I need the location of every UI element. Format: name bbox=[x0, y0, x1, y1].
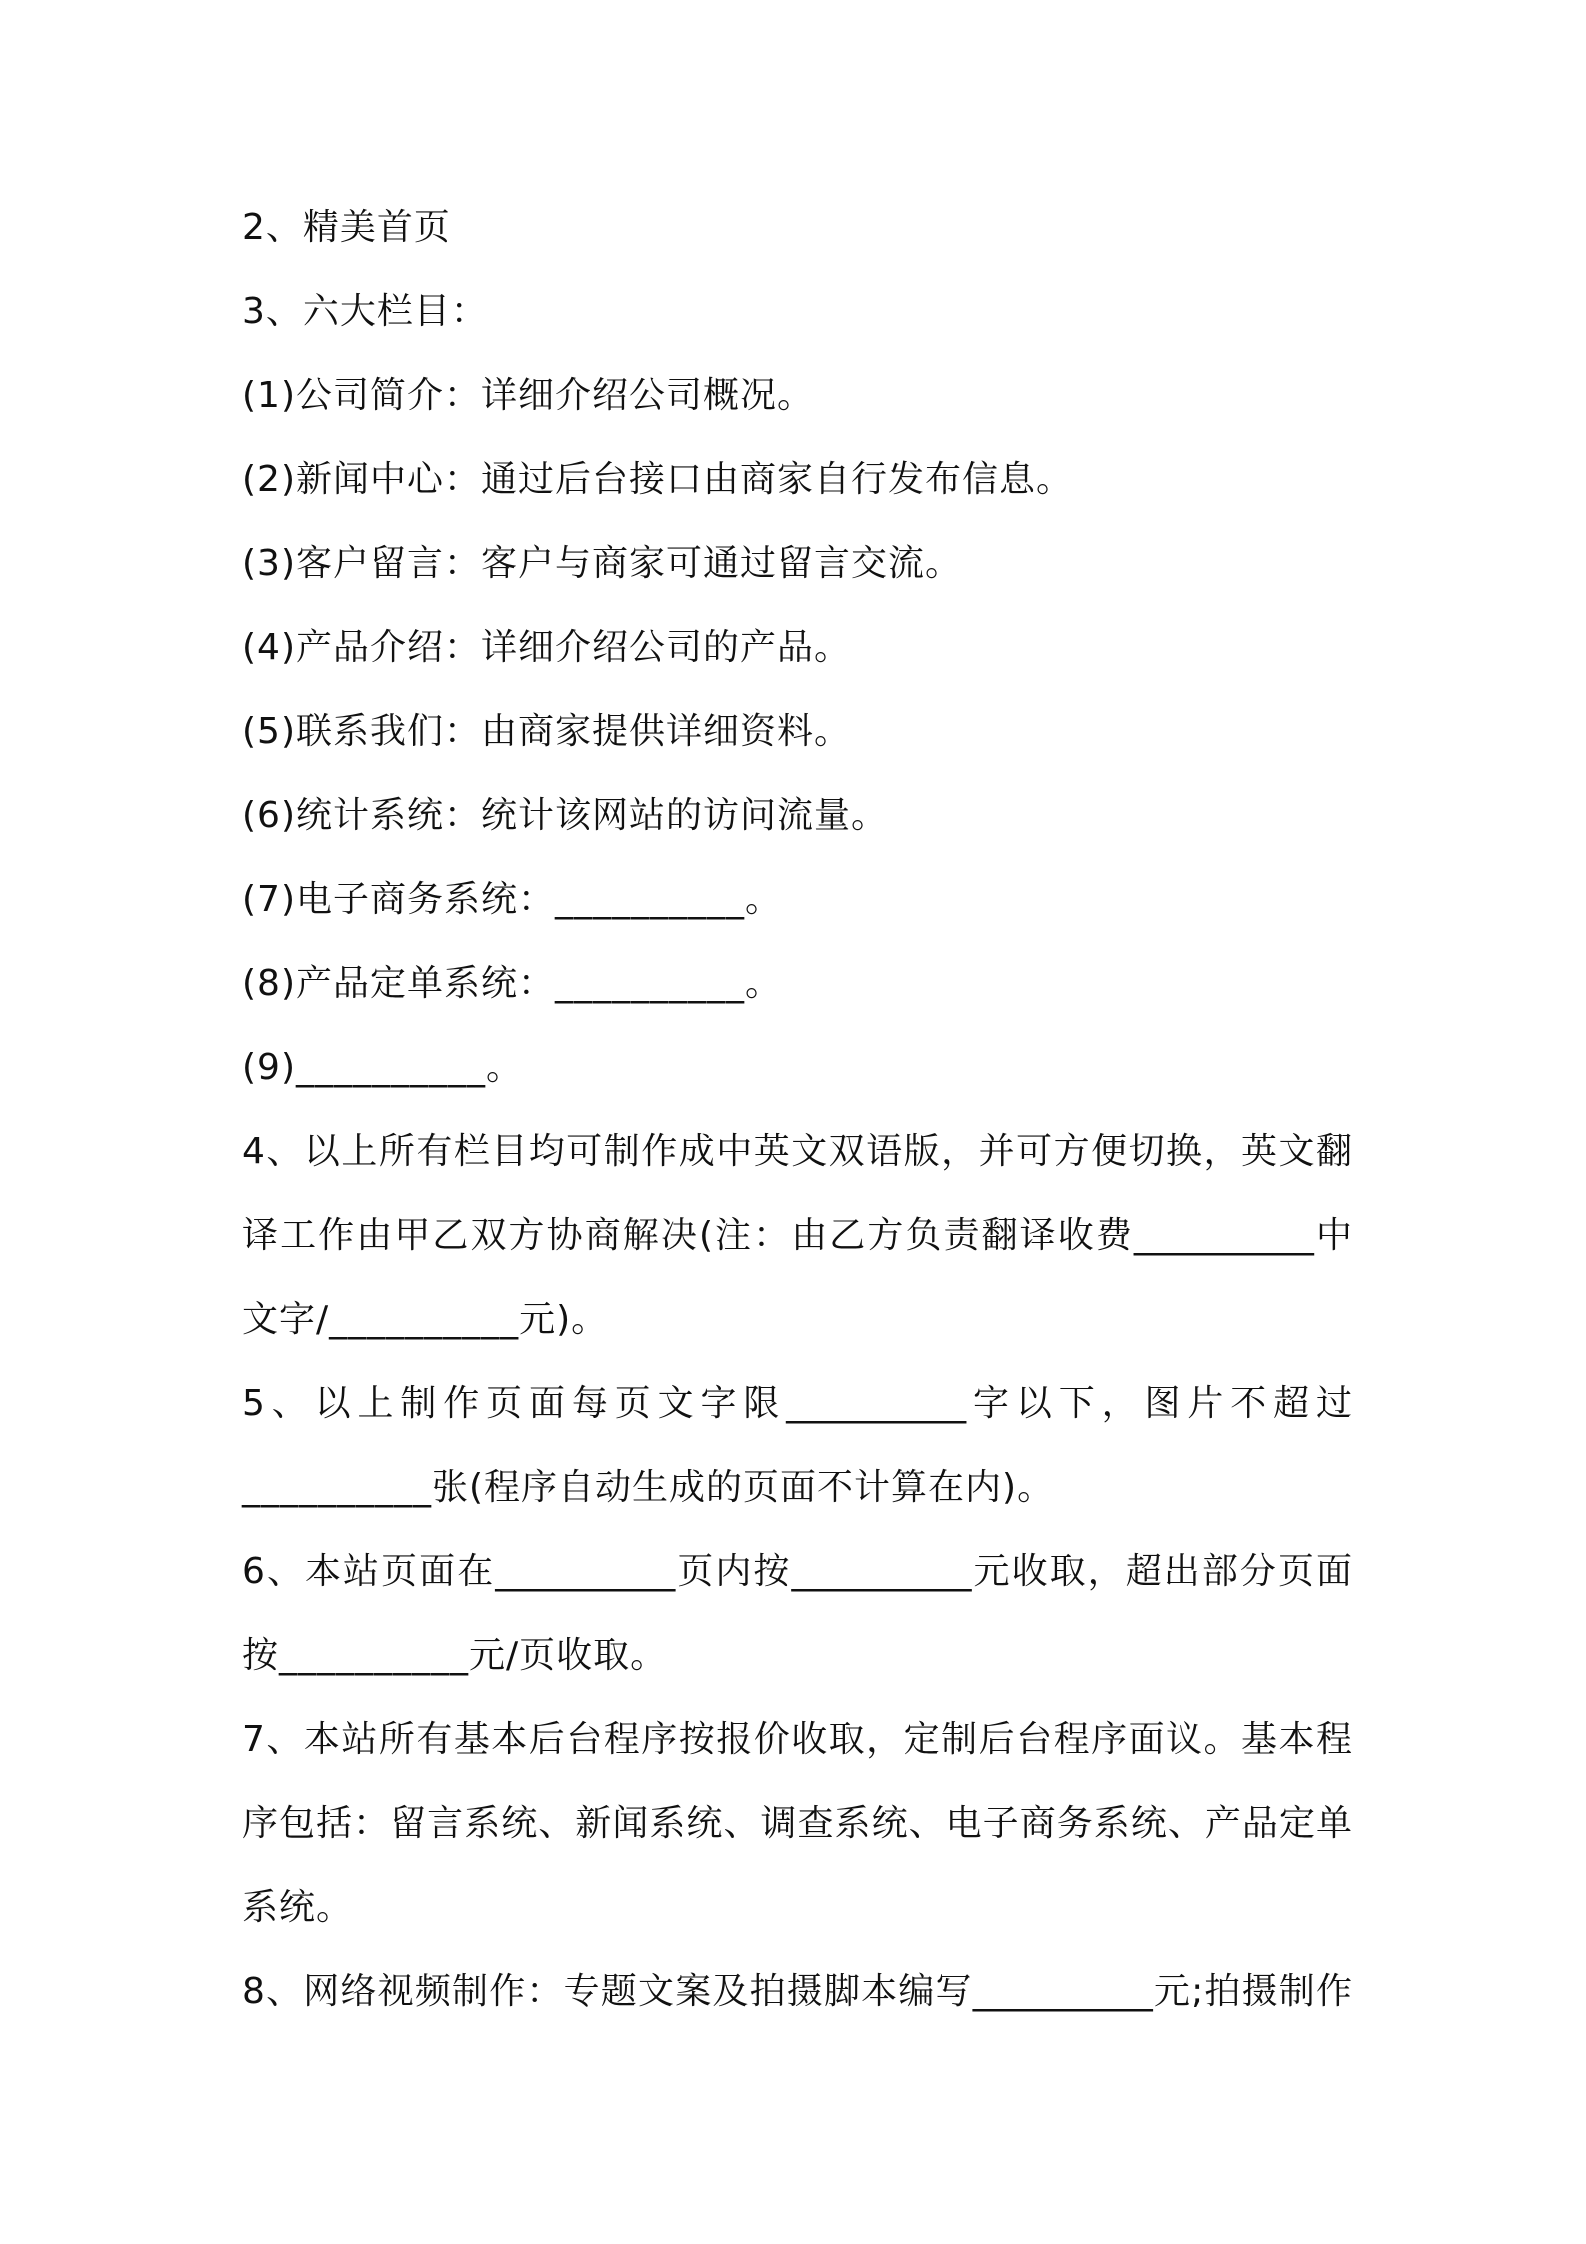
section-item-7: (7)电子商务系统：__________。 bbox=[242, 879, 782, 920]
clause-8-line-1: 8、网络视频制作：专题文案及拍摄脚本编写__________元;拍摄制作 bbox=[242, 1971, 1352, 2012]
clause-7-line-2: 序包括：留言系统、新闻系统、调查系统、电子商务系统、产品定单 bbox=[242, 1803, 1352, 1844]
section-item-3: (3)客户留言：客户与商家可通过留言交流。 bbox=[242, 543, 962, 584]
section-item-6: (6)统计系统：统计该网站的访问流量。 bbox=[242, 795, 888, 836]
clause-4-line-3: 文字/__________元)。 bbox=[242, 1299, 609, 1340]
section-item-4: (4)产品介绍：详细介绍公司的产品。 bbox=[242, 627, 851, 668]
clause-4-line-1: 4、以上所有栏目均可制作成中英文双语版，并可方便切换，英文翻 bbox=[242, 1131, 1352, 1172]
heading-six-sections: 3、六大栏目： bbox=[242, 291, 488, 332]
clause-5-line-2: __________张(程序自动生成的页面不计算在内)。 bbox=[242, 1467, 1055, 1508]
clause-5-line-1: 5、以上制作页面每页文字限__________字以下，图片不超过 bbox=[242, 1383, 1352, 1424]
heading-homepage: 2、精美首页 bbox=[242, 207, 451, 248]
section-item-5: (5)联系我们：由商家提供详细资料。 bbox=[242, 711, 851, 752]
section-item-1: (1)公司简介：详细介绍公司概况。 bbox=[242, 375, 814, 416]
clause-4-line-2: 译工作由甲乙双方协商解决(注：由乙方负责翻译收费__________中 bbox=[242, 1215, 1352, 1256]
clause-6-line-2: 按__________元/页收取。 bbox=[242, 1635, 668, 1676]
clause-6-line-1: 6、本站页面在__________页内按__________元收取，超出部分页面 bbox=[242, 1551, 1352, 1592]
clause-7-line-1: 7、本站所有基本后台程序按报价收取，定制后台程序面议。基本程 bbox=[242, 1719, 1352, 1760]
section-item-9: (9)__________。 bbox=[242, 1047, 523, 1088]
section-item-2: (2)新闻中心：通过后台接口由商家自行发布信息。 bbox=[242, 459, 1073, 500]
clause-7-line-3: 系统。 bbox=[242, 1887, 354, 1928]
section-item-8: (8)产品定单系统：__________。 bbox=[242, 963, 782, 1004]
